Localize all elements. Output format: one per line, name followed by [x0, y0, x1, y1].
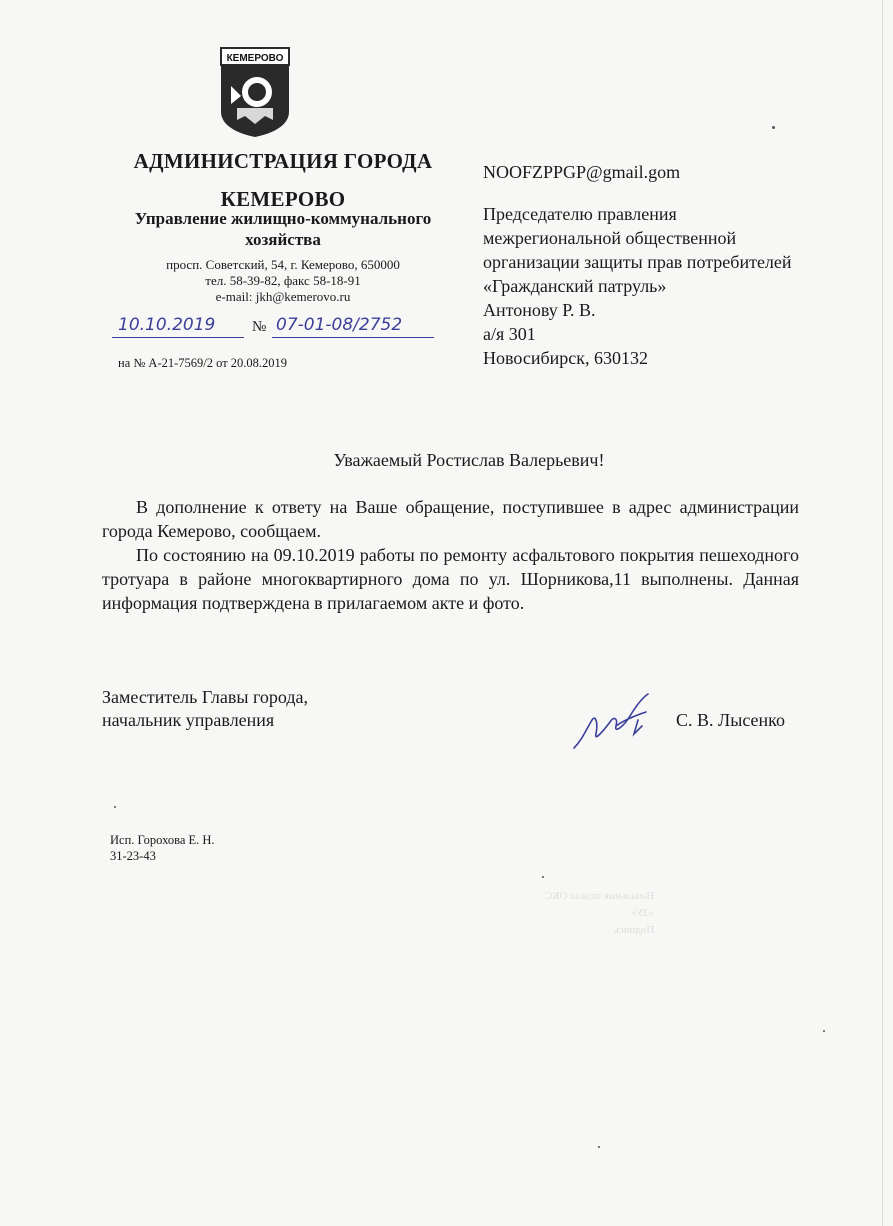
- bleed-through-stamp: [545, 888, 654, 939]
- organization-title: [100, 142, 466, 218]
- recipient-line2: межрегиональной общественной: [483, 228, 737, 248]
- stamp-line3: Подпись: [613, 924, 655, 936]
- recipient-line4: «Гражданский патруль»: [483, 276, 667, 296]
- coat-of-arms-logo: [219, 46, 291, 138]
- number-underline: [272, 337, 434, 338]
- signer-name: С. В. Лысенко: [676, 710, 785, 730]
- stamp-line2: «ЗУ»: [630, 907, 655, 919]
- scan-speck: [772, 126, 775, 129]
- org-title-line1: АДМИНИСТРАЦИЯ ГОРОДА: [133, 149, 433, 173]
- registration-number: 07-01-08/2752: [276, 315, 403, 335]
- scan-speck: [114, 806, 116, 808]
- reference-number: на № А-21-7569/2 от 20.08.2019: [118, 356, 288, 370]
- scan-speck: [823, 1030, 825, 1032]
- contact-block: [100, 257, 466, 305]
- registration-date: 10.10.2019: [118, 315, 216, 335]
- phone: тел. 58-39-82, факс 58-18-91: [205, 273, 361, 288]
- scan-edge: [882, 0, 883, 1226]
- paragraph-2: По состоянию на 09.10.2019 работы по ремонту асфальтового покрытия пешеходного тротуара в районе многоквартирного дома по ул. Шорникова,11 выполнены. Данная информация подтверждена в прилагаемом акте и фото.: [102, 545, 799, 613]
- letter-body: [102, 495, 799, 615]
- address: просп. Советский, 54, г. Кемерово, 650000: [166, 257, 400, 272]
- svg-text:КЕМЕРОВО: КЕМЕРОВО: [226, 53, 284, 64]
- scan-speck: [598, 1146, 600, 1148]
- recipient-email: NOOFZPPGP@gmail.gom: [483, 162, 681, 182]
- email: e-mail: jkh@kemerovo.ru: [215, 289, 351, 304]
- executor-block: [110, 832, 215, 864]
- scan-speck: [542, 876, 544, 878]
- recipient-block: [483, 160, 792, 370]
- date-underline: [112, 337, 244, 338]
- dept-line2: хозяйства: [245, 230, 321, 249]
- greeting: Уважаемый Ростислав Валерьевич!: [333, 450, 605, 470]
- department-name: [100, 208, 466, 250]
- stamp-line1: Начальник отдела ОКС: [545, 890, 655, 902]
- executor-name: Исп. Горохова Е. Н.: [110, 833, 215, 847]
- position-line1: Заместитель Главы города,: [102, 687, 309, 707]
- number-sign: №: [252, 319, 267, 335]
- recipient-line1: Председателю правления: [483, 204, 677, 224]
- paragraph-1: В дополнение к ответу на Ваше обращение, поступившее в адрес администрации города Кемерово, сообщаем.: [102, 497, 799, 541]
- handwritten-signature: [568, 690, 668, 756]
- signer-position: [102, 686, 308, 732]
- org-title-line2: КЕМЕРОВО: [220, 187, 346, 211]
- executor-phone: 31-23-43: [110, 849, 156, 863]
- recipient-line3: организации защиты прав потребителей: [483, 252, 792, 272]
- registration-line: [118, 315, 438, 345]
- position-line2: начальник управления: [102, 710, 275, 730]
- recipient-po-box: а/я 301: [483, 324, 536, 344]
- dept-line1: Управление жилищно-коммунального: [134, 209, 432, 228]
- recipient-city: Новосибирск, 630132: [483, 348, 648, 368]
- recipient-name: Антонову Р. В.: [483, 300, 596, 320]
